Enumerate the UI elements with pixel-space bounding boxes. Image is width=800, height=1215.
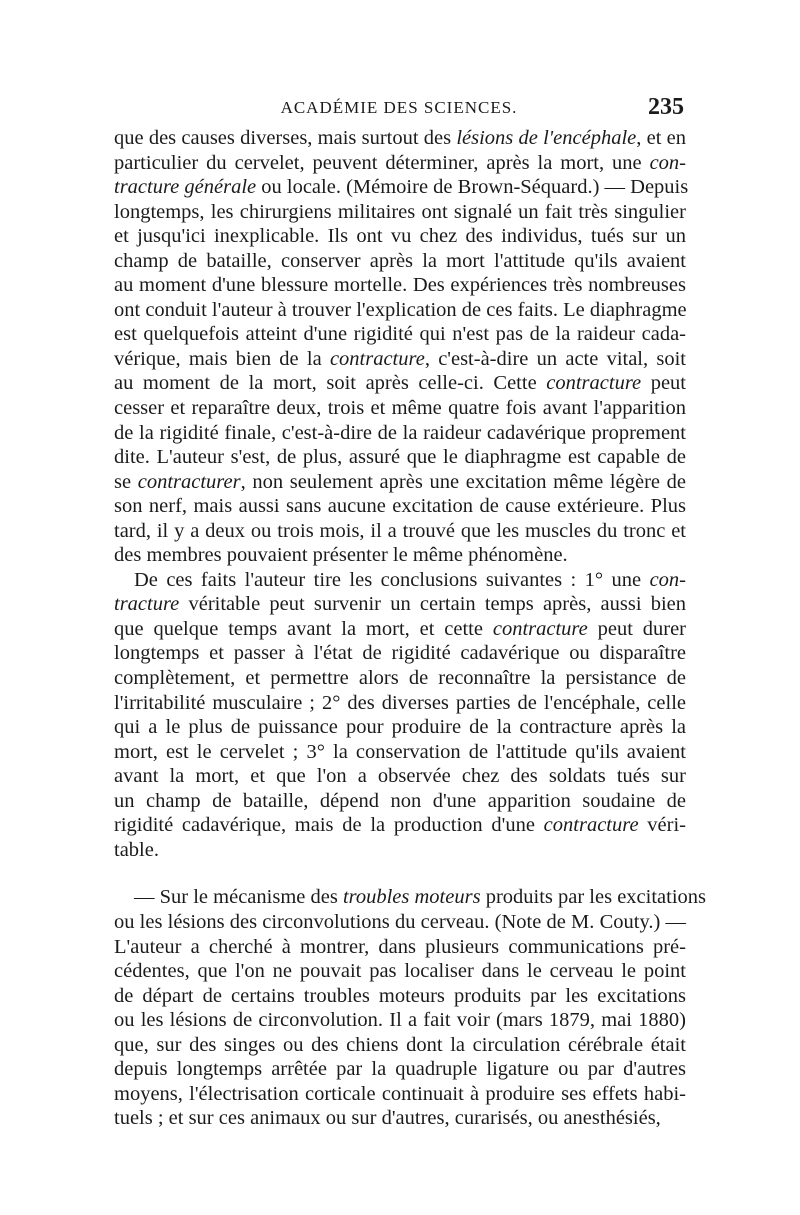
italic-text: contracture [546, 372, 642, 395]
text-line [114, 691, 686, 716]
text-line [114, 984, 686, 1009]
text-run: longtemps et passer à l'état de rigidité cadavérique ou disparaître [114, 642, 686, 665]
text-run: , non seulement après une excitation même légère de [240, 470, 686, 493]
text-line [114, 347, 686, 372]
text-line [114, 445, 686, 470]
text-run: au moment d'une blessure mortelle. Des expériences très nombreuses [114, 274, 686, 297]
text-line [114, 1008, 686, 1033]
text-line [114, 1082, 686, 1107]
paragraph-p1 [114, 126, 689, 568]
text-run: peut [641, 372, 687, 395]
text-line [114, 959, 686, 984]
text-run: peut durer [587, 617, 686, 640]
italic-text: contracture [543, 814, 639, 837]
text-line [114, 273, 686, 298]
italic-text: tracture générale [114, 176, 257, 199]
text-line [114, 740, 686, 765]
text-line [114, 151, 686, 176]
text-line [114, 421, 686, 446]
text-line [114, 666, 686, 691]
running-title: ACADÉMIE DES SCIENCES. [280, 98, 518, 117]
text-line [114, 200, 686, 225]
text-run: particulier du cervelet, peuvent déterminer, après la mort, une [114, 151, 650, 174]
text-line [114, 764, 686, 789]
text-line [114, 885, 707, 910]
text-line [114, 789, 686, 814]
text-line [114, 910, 686, 935]
italic-text: con- [649, 151, 686, 174]
paragraph-p2 [114, 568, 686, 863]
text-run: des membres pouvaient présenter le même phénomène. [114, 544, 568, 567]
text-line [114, 543, 686, 568]
text-run: dite. L'auteur s'est, de plus, assuré que le diaphragme est capable de [114, 446, 686, 469]
text-run: de la rigidité finale, c'est-à-dire de la raideur cadavérique proprement [114, 421, 686, 444]
text-run: de départ de certains troubles moteurs produits par les excitations [114, 984, 686, 1007]
text-run: moyens, l'électrisation corticale continuait à produire ses effets habi- [114, 1082, 686, 1105]
text-run: que quelque temps avant la mort, et cette [114, 617, 493, 640]
text-line [114, 298, 686, 323]
text-line [114, 617, 686, 642]
italic-text: tracture [114, 593, 180, 616]
text-line [114, 494, 686, 519]
body-text [114, 126, 707, 1131]
text-line [114, 715, 686, 740]
text-line [114, 519, 686, 544]
text-run: son nerf, mais aussi sans aucune excitation de cause extérieure. Plus [114, 495, 686, 518]
text-line [114, 1106, 686, 1131]
text-run: — Sur le mécanisme des [134, 886, 343, 909]
italic-text: contracturer [137, 470, 241, 493]
text-line [114, 592, 686, 617]
text-run: véri- [638, 814, 686, 837]
text-line [114, 126, 686, 151]
italic-text: contracture [329, 347, 425, 370]
text-line [114, 224, 686, 249]
text-line [114, 249, 686, 274]
text-run: véritable peut survenir un certain temps après, aussi bien [179, 593, 686, 616]
text-line [114, 1033, 686, 1058]
text-run: se [114, 470, 138, 493]
text-run: un champ de bataille, dépend non d'une apparition soudaine de [114, 789, 686, 812]
text-line [114, 371, 686, 396]
text-run: longtemps, les chirurgiens militaires ont signalé un fait très singulier [114, 200, 686, 223]
text-run: avant la mort, et que l'on a observée chez des soldats tués sur [114, 765, 686, 788]
text-run: produits par les excitations [480, 886, 707, 909]
text-line [114, 838, 686, 863]
text-run: , et en [636, 127, 687, 149]
text-run: ou locale. (Mémoire de Brown-Séquard.) — Depuis [256, 176, 689, 199]
running-head [114, 94, 684, 122]
text-run: , c'est-à-dire un acte vital, soit [424, 347, 686, 370]
paragraph-gap [114, 862, 686, 885]
text-run: ou les lésions des circonvolutions du cerveau. (Note de M. Couty.) — [114, 910, 686, 933]
text-line [114, 813, 686, 838]
text-run: L'auteur a cherché à montrer, dans plusieurs communications pré- [114, 935, 686, 958]
text-line [114, 641, 686, 666]
text-line [114, 1057, 686, 1082]
italic-text: lésions de l'encéphale [456, 127, 637, 149]
text-run: rigidité cadavérique, mais de la production d'une [114, 814, 544, 837]
text-run: tuels ; et sur ces animaux ou sur d'autres, curarisés, ou anesthésiés, [114, 1107, 661, 1130]
page-number: 235 [648, 94, 684, 120]
text-line [114, 470, 686, 495]
text-run: au moment de la mort, soit après celle-ci. Cette [114, 372, 547, 395]
text-run: mort, est le cervelet ; 3° la conservation de l'attitude qu'ils avaient [114, 740, 686, 763]
text-line [114, 568, 686, 593]
text-line [114, 322, 686, 347]
text-run: cédentes, que l'on ne pouvait pas localiser dans le cerveau le point [114, 960, 686, 983]
text-run: table. [114, 838, 159, 861]
text-run: ont conduit l'auteur à trouver l'explication de ces faits. Le diaphragme [114, 298, 687, 321]
italic-text: troubles moteurs [342, 886, 481, 909]
text-run: ou les lésions de circonvolution. Il a fait voir (mars 1879, mai 1880) [114, 1009, 686, 1032]
italic-text: con- [649, 568, 686, 591]
text-line [114, 175, 689, 200]
text-line [114, 935, 686, 960]
text-run: champ de bataille, conserver après la mort l'attitude qu'ils avaient [114, 249, 686, 272]
text-run: que, sur des singes ou des chiens dont la circulation cérébrale était [114, 1033, 686, 1056]
italic-text: contracture [492, 617, 588, 640]
text-run: qui a le plus de puissance pour produire de la contracture après la [114, 716, 686, 739]
text-line [114, 396, 686, 421]
text-run: depuis longtemps arrêtée par la quadruple ligature ou par d'autres [114, 1058, 686, 1081]
text-run: tard, il y a deux ou trois mois, il a trouvé que les muscles du tronc et [114, 519, 686, 542]
text-run: est quelquefois atteint d'une rigidité qui n'est pas de la raideur cada- [114, 323, 686, 346]
text-run: l'irritabilité musculaire ; 2° des diverses parties de l'encéphale, celle [114, 691, 686, 714]
paragraph-p3 [114, 885, 707, 1130]
text-run: vérique, mais bien de la [114, 347, 330, 370]
text-run: complètement, et permettre alors de reconnaître la persistance de [114, 667, 686, 690]
text-run: que des causes diverses, mais surtout des [114, 127, 457, 149]
text-run: cesser et reparaître deux, trois et même quatre fois avant l'apparition [114, 397, 686, 420]
text-run: De ces faits l'auteur tire les conclusions suivantes : 1° une [134, 568, 650, 591]
text-run: et jusqu'ici inexplicable. Ils ont vu chez des individus, tués sur un [114, 225, 686, 248]
